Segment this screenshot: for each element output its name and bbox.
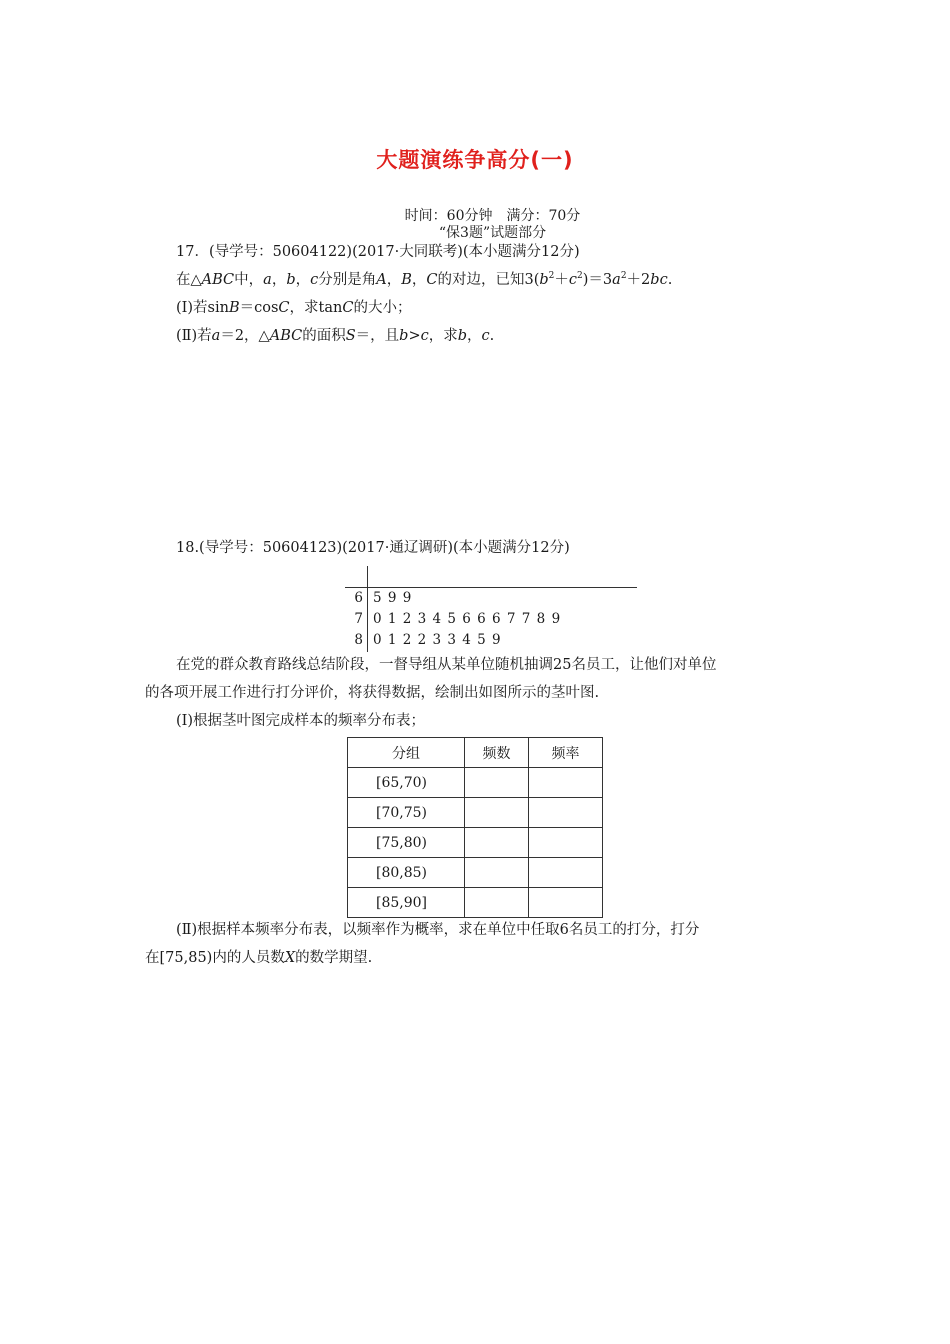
time-limit: 时间：60分钟 满分：70分 <box>404 208 581 224</box>
q18-para1: 在党的群众教育路线总结阶段，一督导组从某单位随机抽调25名员工，让他们对单位 <box>176 657 717 673</box>
q18-part2-cont: 在[75,85)内的人员数X的数学期望. <box>145 950 373 966</box>
q18-header: 18.(导学号：50604123)(2017·通辽调研)(本小题满分12分) <box>176 540 570 556</box>
q18-para1-cont: 的各项开展工作进行打分评价，将获得数据，绘制出如图所示的茎叶图. <box>145 685 600 701</box>
group-cell: [65,70) <box>348 768 465 798</box>
count-cell <box>465 798 529 828</box>
stem-row: 8 0 1 2 2 3 3 4 5 9 <box>354 632 501 648</box>
table-row <box>348 798 603 828</box>
table-row <box>348 828 603 858</box>
table-row <box>348 858 603 888</box>
q17-part2: (Ⅱ)若a＝2，△ABC的面积S＝，且b>c，求b，c. <box>176 328 495 344</box>
table-header: 分组 <box>348 738 465 768</box>
frequency-table <box>347 737 603 918</box>
freq-cell <box>529 768 603 798</box>
group-cell: [85,90] <box>348 888 465 918</box>
table-header: 频率 <box>529 738 603 768</box>
stem-leaf-top-rule <box>345 587 637 588</box>
group-cell: [70,75) <box>348 798 465 828</box>
section-label: “保3题”试题部分 <box>438 225 547 241</box>
table-row <box>348 888 603 918</box>
page-title: 大题演练争高分(一) <box>376 148 574 172</box>
q18-part1: (Ⅰ)根据茎叶图完成样本的频率分布表； <box>176 713 426 729</box>
table-header-row <box>348 738 603 768</box>
table-header: 频数 <box>465 738 529 768</box>
table-row <box>348 768 603 798</box>
freq-cell <box>529 858 603 888</box>
group-cell: [75,80) <box>348 828 465 858</box>
stem-row: 7 0 1 2 3 4 5 6 6 6 7 7 8 9 <box>354 611 561 627</box>
count-cell <box>465 858 529 888</box>
q17-intro: 在△ABC中，a，b，c分别是角A，B，C的对边，已知$3(b^2+c^2)=3a^2+2bc$. <box>176 271 673 288</box>
q18-part2: (Ⅱ)根据样本频率分布表，以频率作为概率，求在单位中任取6名员工的打分，打分 <box>176 922 700 938</box>
freq-cell <box>529 888 603 918</box>
count-cell <box>465 828 529 858</box>
stem-leaf-plot <box>345 566 640 656</box>
q17-part1: (Ⅰ)若sinB＝cosC，求tanC的大小； <box>176 300 412 316</box>
count-cell <box>465 888 529 918</box>
stem-row: 6 5 9 9 <box>354 590 412 606</box>
freq-cell <box>529 828 603 858</box>
q17-header: 17．(导学号：50604122)(2017·大同联考)(本小题满分12分) <box>176 244 580 260</box>
group-cell: [80,85) <box>348 858 465 888</box>
freq-cell <box>529 798 603 828</box>
count-cell <box>465 768 529 798</box>
